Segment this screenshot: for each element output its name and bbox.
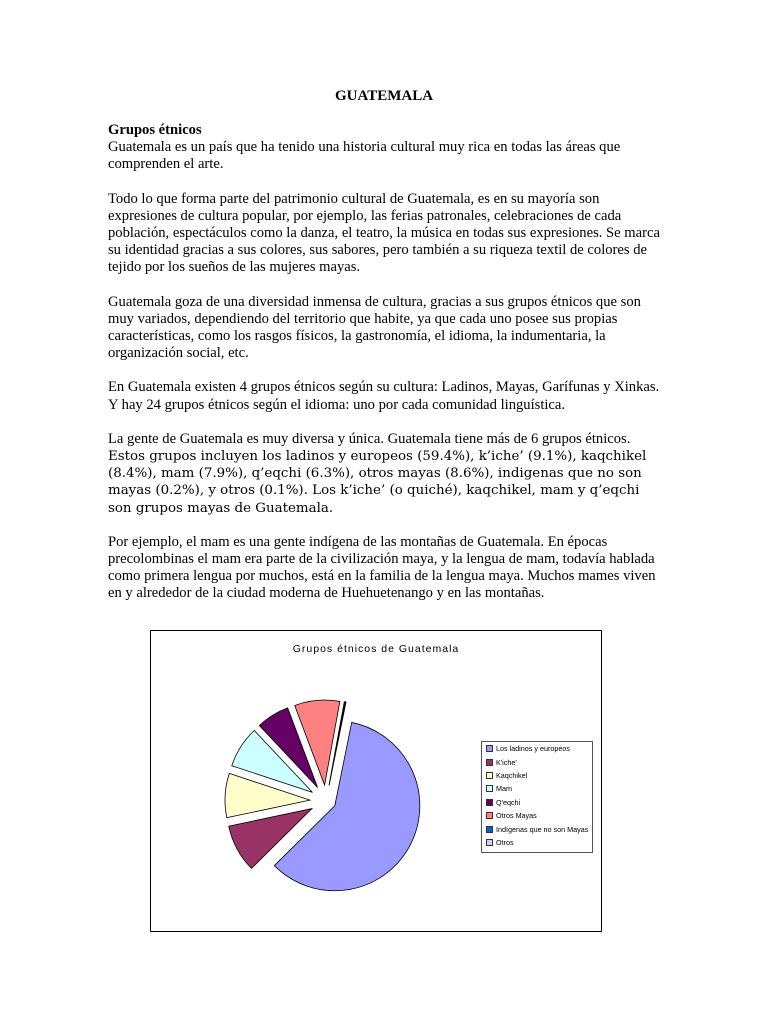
paragraph-5	[108, 431, 664, 517]
legend-label: Los ladinos y europeos	[496, 744, 570, 754]
paragraph-1: Guatemala es un país que ha tenido una historia cultural muy rica en todas las áreas que comprenden el arte.	[108, 139, 621, 173]
legend-label: Indígenas que no son Mayas	[496, 824, 589, 834]
legend-item	[482, 822, 592, 835]
legend-label: Otros	[496, 837, 514, 847]
paragraph-2: Todo lo que forma parte del patrimonio cultural de Guatemala, es en su mayoría son expresiones de cultura popular, por ejemplo, las ferias patronales, celebraciones de cada población, espectáculos como la danza, el teatro, la música en todas sus expresiones. Se marca su identidad gracias a sus colores, sus sabores, pero también a su riqueza textil de colores de tejido por los sueños de las mujeres mayas.	[108, 190, 660, 276]
legend-label: Kaqchikel	[496, 770, 528, 780]
legend-item	[482, 769, 592, 782]
ethnic-groups-section	[108, 122, 664, 620]
legend-swatch	[486, 745, 493, 752]
paragraph-4: En Guatemala existen 4 grupos étnicos según su cultura: Ladinos, Mayas, Garífunas y Xinkas. Y hay 24 grupos étnicos según el idioma: uno por cada comunidad linguística.	[108, 379, 660, 413]
paragraph-3: Guatemala goza de una diversidad inmensa de cultura, gracias a sus grupos étnicos que son muy variados, dependiendo del territorio que habite, ya que cada uno posee sus propias características, como los rasgos físicos, la gastronomía, el idioma, la indumentaria, la organización social, etc.	[108, 293, 641, 362]
legend-swatch	[486, 812, 493, 819]
pie-slice-5	[295, 700, 340, 785]
chart-title: Grupos étnicos de Guatemala	[292, 643, 460, 655]
pie-chart-frame	[150, 630, 602, 932]
paragraph-5-intro: La gente de Guatemala es muy diversa y única. Guatemala tiene más de 6 grupos étnicos.	[108, 430, 631, 447]
legend-swatch	[486, 759, 493, 766]
legend-swatch	[486, 839, 493, 846]
legend-item	[482, 755, 592, 768]
legend-swatch	[486, 826, 493, 833]
legend-swatch	[486, 772, 493, 779]
legend-label: K'iche'	[496, 757, 517, 767]
legend-label: Otros Mayas	[496, 811, 537, 821]
paragraph-5-percentages: Estos grupos incluyen los ladinos y europeos (59.4%), k’iche’ (9.1%), kaqchikel (8.4%), mam (7.9%), q’eqchi (6.3%), otros mayas (8.6%), indigenas que no son mayas (0.2%), y otros (0.1%). Los k’iche’ (o quiché), kaqchikel, mam y q’eqchi son grupos mayas de Guatemala.	[108, 449, 647, 516]
paragraph-6: Por ejemplo, el mam es una gente indígena de las montañas de Guatemala. En épocas precolombinas el mam era parte de la civilización maya, y la lengua de mam, todavía hablada como primera lengua por muchos, está en la familia de la lengua maya. Muchos mames viven en y alrededor de la ciudad moderna de Huehuetenango y en las montañas.	[108, 533, 656, 602]
document-title: GUATEMALA	[334, 88, 434, 104]
legend-swatch	[486, 785, 493, 792]
legend-label: Mam	[496, 784, 512, 794]
legend-item	[482, 836, 592, 849]
legend-item	[482, 809, 592, 822]
legend-swatch	[486, 799, 493, 806]
legend-item	[482, 782, 592, 795]
legend-label: Q'eqchi	[496, 797, 521, 807]
chart-legend	[481, 741, 593, 853]
legend-item	[482, 742, 592, 755]
legend-item	[482, 796, 592, 809]
section-heading: Grupos étnicos	[108, 122, 202, 138]
